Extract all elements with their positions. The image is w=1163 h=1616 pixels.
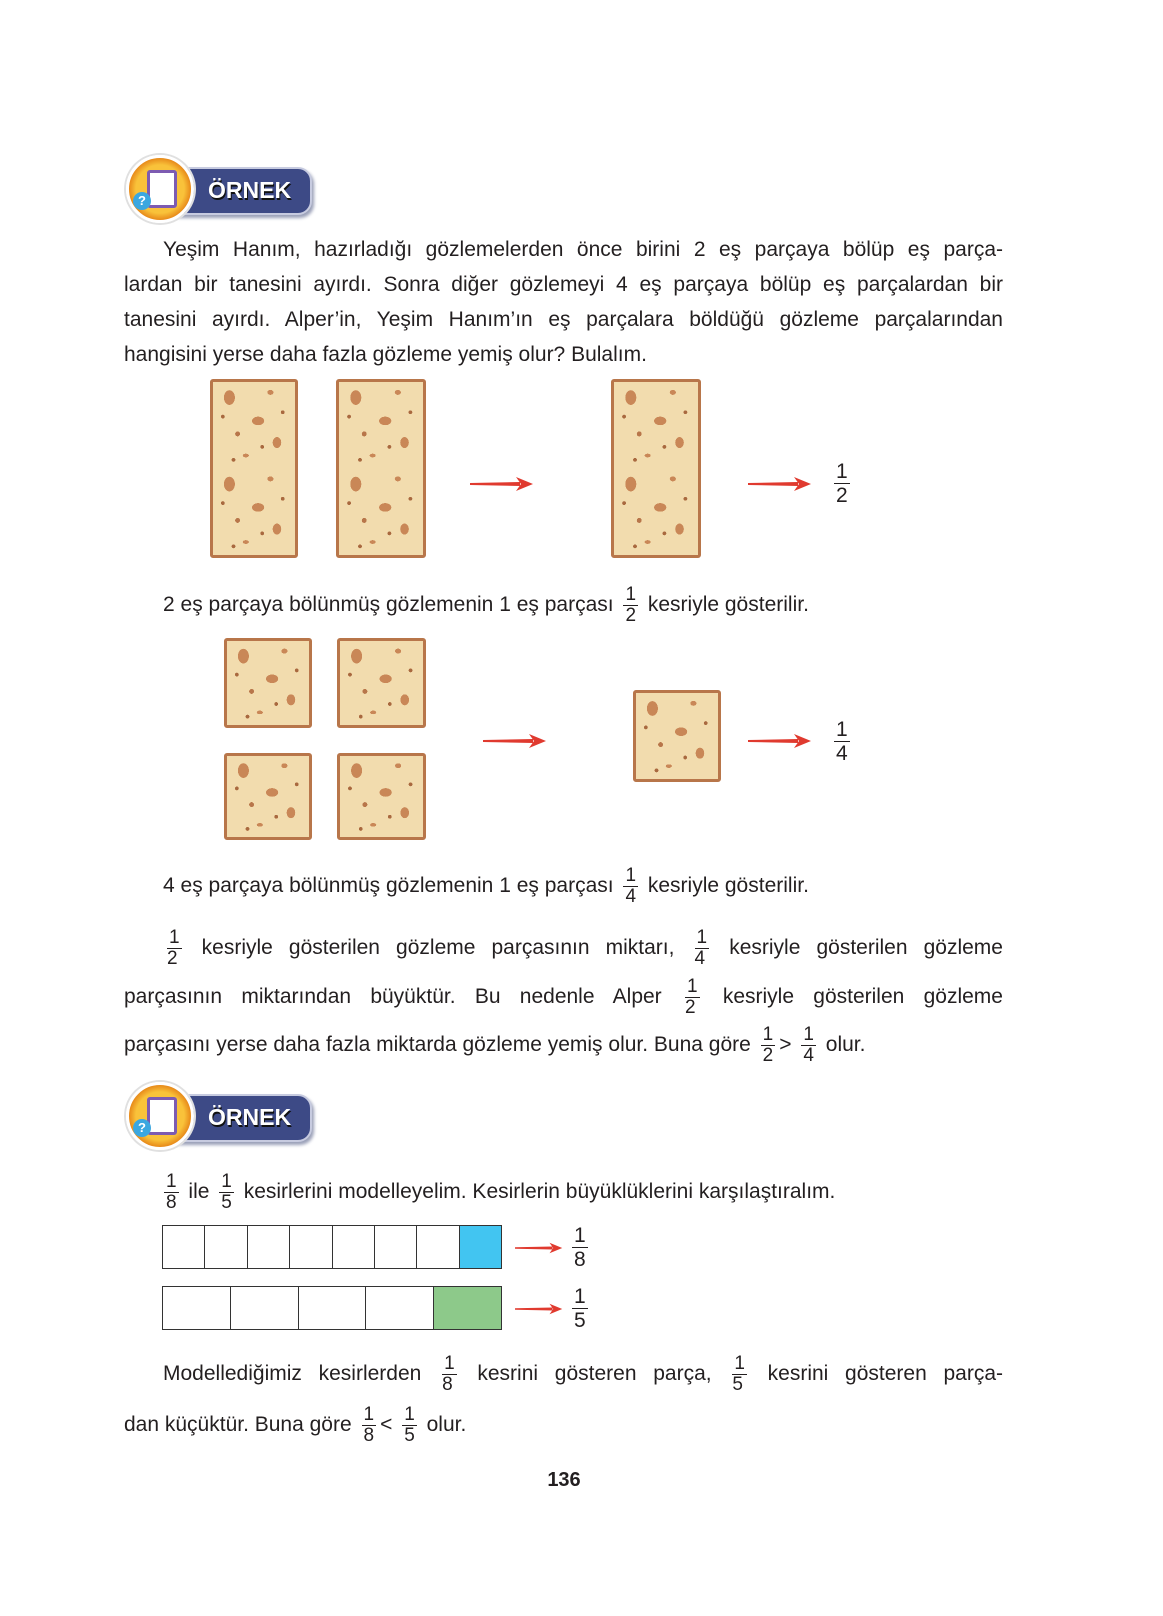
result-fraction: $\frac{1}{4}$ [836,718,848,765]
bar-cell [290,1226,332,1268]
gozleme-quarter-image [224,638,312,728]
bar-cell [417,1226,459,1268]
bar-cell [299,1287,367,1329]
gozleme-quarter-image [224,753,312,840]
result-fraction: $\frac{1}{2}$ [836,460,848,507]
bar-cell-shaded [460,1226,501,1268]
gozleme-half-image [336,379,426,558]
bar-label-fraction: $\frac{1}{5}$ [574,1285,586,1332]
gozleme-half-image [210,379,298,558]
gozleme-half-image [611,379,701,558]
ornek-badge [126,1082,316,1154]
caption: 2 eş parçaya bölünmüş gözlemenin 1 eş parçası $\frac{1}{2}$ kesriyle gösterilir. [163,584,809,626]
badge-label: ÖRNEK [208,177,292,203]
conclusion-line: parçasını yerse daha fazla miktarda gözleme yemiş olur. Buna göre $\frac{1}{2}$ > $\frac{1}{4}$ olur. [124,1024,866,1066]
bar-cell [366,1287,434,1329]
conclusion-line: parçasının miktarından büyüktür. Bu nedenle Alper $\frac{1}{2}$ kesriyle gösterilen gözleme [124,976,1003,1018]
bar-cell [231,1287,299,1329]
bar-label-fraction: $\frac{1}{8}$ [574,1224,586,1271]
bar-cell [375,1226,417,1268]
ornek-badge [126,155,316,227]
caption: 4 eş parçaya bölünmüş gözlemenin 1 eş parçası $\frac{1}{4}$ kesriyle gösterilir. [163,865,809,907]
fraction-bar-fifths [162,1286,502,1330]
arrow-right-icon [483,733,547,749]
bar-cell [248,1226,290,1268]
arrow-right-icon [470,476,534,492]
bar-cell [163,1226,205,1268]
bar-cell [333,1226,375,1268]
fraction-bar-eighths [162,1225,502,1269]
page-number: 136 [547,1469,581,1491]
intro-line: $\frac{1}{8}$ ile $\frac{1}{5}$ kesirlerini modelleyelim. Kesirlerin büyüklüklerini karşılaştıralım. [166,1171,836,1213]
arrow-right-icon [748,476,812,492]
para-line: hangisini yerse daha fazla gözleme yemiş olur? Bulalım. [124,343,647,366]
para-line: Yeşim Hanım, hazırladığı gözlemelerden önce birini 2 eş parçaya bölüp eş parça- [163,238,1003,261]
para-line: tanesini ayırdı. Alper’in, Yeşim Hanım’ın eş parçalara böldüğü gözleme parçalarından [124,308,1003,331]
arrow-right-icon [515,1240,563,1256]
conclusion-line: Modellediğimiz kesirlerden $\frac{1}{8}$ kesrini gösteren parça, $\frac{1}{5}$ kesrini gösteren parça- [163,1353,1004,1395]
bar-cell-shaded [434,1287,501,1329]
bar-cell [163,1287,231,1329]
arrow-right-icon [748,733,812,749]
conclusion-line: dan küçüktür. Buna göre $\frac{1}{8}$ < $\frac{1}{5}$ olur. [124,1404,467,1446]
arrow-right-icon [515,1301,563,1317]
gozleme-quarter-image [337,638,426,728]
badge-label: ÖRNEK [208,1104,292,1130]
gozleme-quarter-image [633,690,721,782]
para-line: lardan bir tanesini ayırdı. Sonra diğer gözlemeyi 4 eş parçaya bölüp eş parçalardan bir [124,273,1003,296]
conclusion-line: $\frac{1}{2}$ kesriyle gösterilen gözleme parçasının miktarı, $\frac{1}{4}$ kesriyle gösterilen gözleme [167,927,1003,969]
clipboard-icon: ? [126,1082,194,1150]
bar-cell [205,1226,247,1268]
clipboard-icon: ? [126,155,194,223]
gozleme-quarter-image [337,753,426,840]
